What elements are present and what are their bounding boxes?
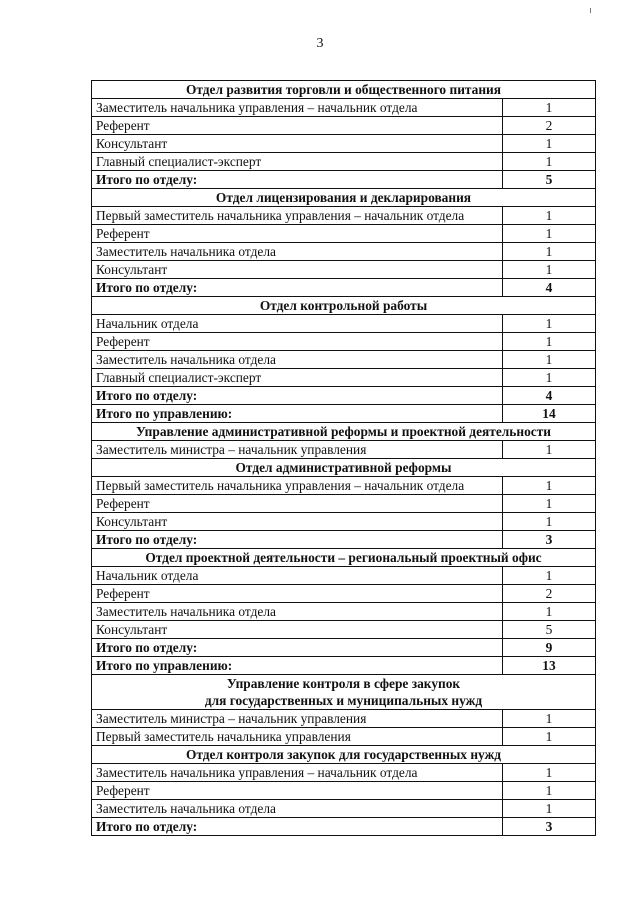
position-count: 2 [503,585,596,603]
position-count: 1 [503,225,596,243]
total-label: Итого по отделу: [92,639,503,657]
position-title: Консультант [92,261,503,279]
position-count: 1 [503,728,596,746]
position-row [92,477,596,495]
position-row [92,585,596,603]
position-title: Заместитель министра – начальник управления [92,441,503,459]
position-row [92,710,596,728]
section-header-row [92,297,596,315]
position-title: Референт [92,225,503,243]
section-header: Отдел контроля закупок для государственных нужд [92,746,596,764]
position-row [92,728,596,746]
position-title: Референт [92,585,503,603]
staff-table [91,80,596,836]
position-row [92,243,596,261]
position-title: Главный специалист-эксперт [92,153,503,171]
position-count: 1 [503,315,596,333]
total-row [92,818,596,836]
position-count: 1 [503,153,596,171]
total-count: 14 [503,405,596,423]
position-title: Консультант [92,621,503,639]
total-count: 4 [503,279,596,297]
total-row [92,405,596,423]
staff-table-body [92,81,596,836]
section-header-row [92,549,596,567]
position-count: 1 [503,782,596,800]
position-title: Заместитель начальника отдела [92,351,503,369]
position-row [92,99,596,117]
total-row [92,531,596,549]
position-title: Заместитель начальника отдела [92,243,503,261]
position-title: Заместитель начальника отдела [92,603,503,621]
total-count: 9 [503,639,596,657]
position-row [92,351,596,369]
position-title: Заместитель начальника отдела [92,800,503,818]
position-count: 1 [503,567,596,585]
position-count: 1 [503,333,596,351]
position-title: Заместитель начальника управления – начальник отдела [92,764,503,782]
total-row [92,279,596,297]
position-title: Консультант [92,135,503,153]
total-count: 4 [503,387,596,405]
position-title: Первый заместитель начальника управления – начальник отдела [92,477,503,495]
position-title: Референт [92,333,503,351]
section-header-row [92,189,596,207]
page-number: 3 [316,36,324,51]
position-title: Первый заместитель начальника управления – начальник отдела [92,207,503,225]
position-title: Консультант [92,513,503,531]
position-row [92,603,596,621]
position-count: 1 [503,261,596,279]
position-title: Заместитель министра – начальник управления [92,710,503,728]
total-label: Итого по управлению: [92,657,503,675]
position-row [92,621,596,639]
position-count: 2 [503,117,596,135]
scan-mark [590,8,594,13]
total-count: 3 [503,531,596,549]
position-row [92,800,596,818]
position-count: 1 [503,99,596,117]
total-row [92,639,596,657]
position-count: 1 [503,800,596,818]
position-row [92,764,596,782]
section-header: Отдел развития торговли и общественного питания [92,81,596,99]
position-count: 1 [503,710,596,728]
section-header: Отдел контрольной работы [92,297,596,315]
position-row [92,207,596,225]
position-row [92,441,596,459]
total-label: Итого по управлению: [92,405,503,423]
section-header: Отдел проектной деятельности – региональный проектный офис [92,549,596,567]
position-count: 1 [503,135,596,153]
position-row [92,117,596,135]
total-row [92,387,596,405]
position-count: 1 [503,243,596,261]
position-title: Начальник отдела [92,315,503,333]
position-count: 5 [503,621,596,639]
position-row [92,513,596,531]
position-row [92,333,596,351]
position-title: Начальник отдела [92,567,503,585]
position-title: Референт [92,495,503,513]
section-header [92,675,596,710]
position-title: Заместитель начальника управления – начальник отдела [92,99,503,117]
position-row [92,782,596,800]
total-label: Итого по отделу: [92,171,503,189]
position-row [92,225,596,243]
total-label: Итого по отделу: [92,279,503,297]
total-count: 3 [503,818,596,836]
position-count: 1 [503,351,596,369]
total-label: Итого по отделу: [92,818,503,836]
position-count: 1 [503,513,596,531]
position-title: Первый заместитель начальника управления [92,728,503,746]
section-header-row [92,675,596,710]
total-label: Итого по отделу: [92,531,503,549]
position-count: 1 [503,441,596,459]
position-count: 1 [503,477,596,495]
position-count: 1 [503,369,596,387]
position-row [92,369,596,387]
section-header-row [92,459,596,477]
position-count: 1 [503,207,596,225]
total-count: 5 [503,171,596,189]
position-count: 1 [503,495,596,513]
position-title: Референт [92,117,503,135]
section-header: Управление административной реформы и проектной деятельности [92,423,596,441]
position-row [92,135,596,153]
section-header-row [92,81,596,99]
position-title: Главный специалист-эксперт [92,369,503,387]
position-row [92,315,596,333]
position-row [92,495,596,513]
position-count: 1 [503,764,596,782]
total-label: Итого по отделу: [92,387,503,405]
position-count: 1 [503,603,596,621]
section-header: Отдел административной реформы [92,459,596,477]
section-header-row [92,746,596,764]
position-row [92,153,596,171]
total-count: 13 [503,657,596,675]
total-row [92,171,596,189]
section-header: Отдел лицензирования и декларирования [92,189,596,207]
section-header-line-2: для государственных и муниципальных нужд [204,693,483,708]
position-row [92,261,596,279]
position-title: Референт [92,782,503,800]
total-row [92,657,596,675]
section-header-line-1: Управление контроля в сфере закупок [226,676,461,691]
section-header-row [92,423,596,441]
position-row [92,567,596,585]
